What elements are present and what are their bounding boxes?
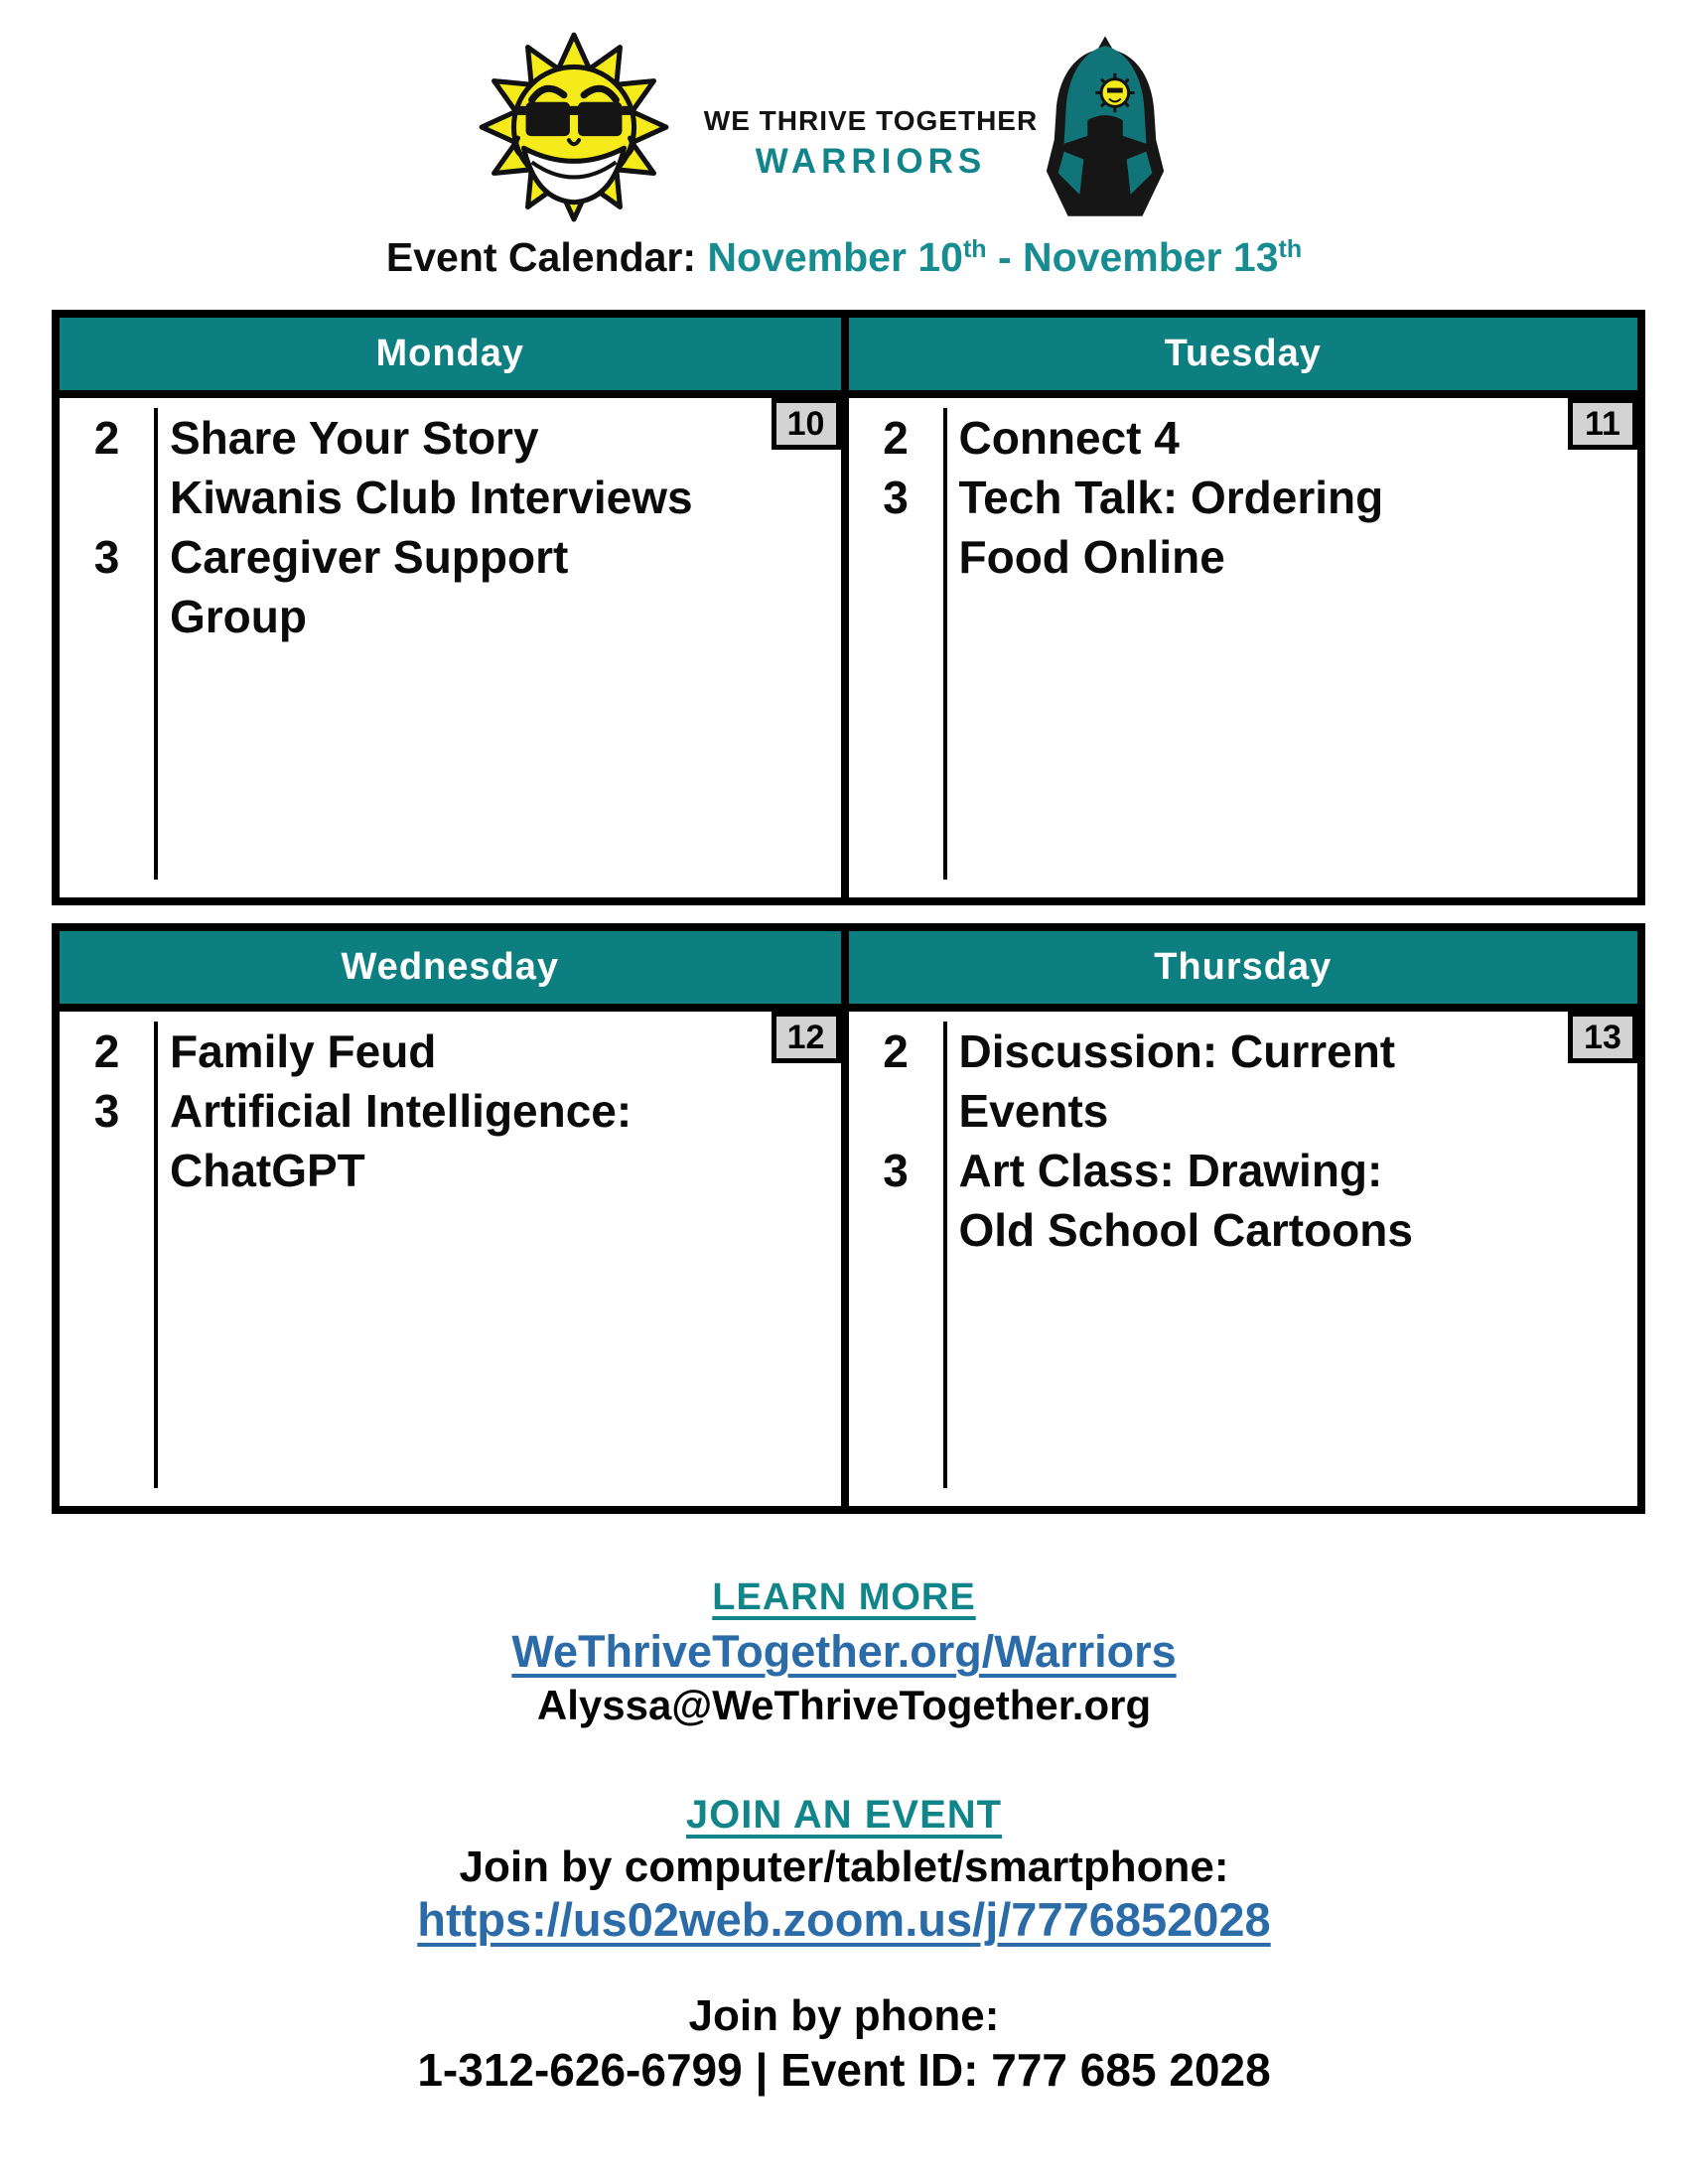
time-column-divider — [154, 408, 158, 880]
event-time: 3 — [883, 1145, 909, 1196]
event-row — [60, 1081, 841, 1141]
event-time: 3 — [883, 472, 909, 523]
day-body-thursday — [849, 1012, 1638, 1506]
event-row — [849, 1200, 1638, 1260]
event-time — [60, 587, 154, 646]
brand-name: WE THRIVE TOGETHER — [703, 105, 1039, 136]
date-badge-tuesday: 11 — [1568, 398, 1637, 450]
day-body-monday — [60, 398, 841, 897]
zoom-meeting-link[interactable]: https://us02web.zoom.us/j/7776852028 — [417, 1893, 1271, 1946]
day-body-tuesday — [849, 398, 1638, 897]
brand-subtitle: WARRIORS — [755, 142, 987, 181]
day-body-wednesday — [60, 1012, 841, 1506]
time-column-divider — [154, 1022, 158, 1488]
time-column-divider — [943, 408, 947, 880]
event-row — [849, 1141, 1638, 1200]
time-column-divider — [943, 1022, 947, 1488]
event-time: 3 — [93, 531, 120, 583]
brand-text — [683, 105, 1058, 182]
event-title-line: Old School Cartoons — [958, 1204, 1413, 1256]
event-row — [849, 1022, 1638, 1081]
event-title-line: Connect 4 — [958, 412, 1180, 464]
title-range-start: November 10 — [707, 234, 963, 280]
event-title-line: Discussion: Current — [958, 1025, 1396, 1077]
day-header-wednesday: Wednesday — [60, 931, 841, 1012]
event-title-line: Food Online — [958, 531, 1225, 583]
sun-logo-icon — [473, 20, 675, 230]
event-time — [849, 1200, 943, 1260]
calendar-week-row-2 — [52, 923, 1645, 1514]
event-time: 2 — [883, 1025, 909, 1077]
event-title-line: Events — [958, 1085, 1109, 1137]
learn-more-heading: LEARN MORE — [712, 1576, 976, 1618]
title-range-end: November 13 — [1022, 234, 1279, 280]
event-row — [60, 1022, 841, 1081]
phone-details: 1-312-626-6799 | Event ID: 777 685 2028 — [417, 2044, 1271, 2096]
event-row — [60, 408, 841, 468]
event-title-line: Art Class: Drawing: — [958, 1145, 1383, 1196]
date-badge-monday: 10 — [772, 398, 841, 450]
phone-heading: Join by phone: — [688, 1991, 1000, 2040]
date-badge-wednesday: 12 — [772, 1012, 841, 1063]
join-event-heading: JOIN AN EVENT — [685, 1793, 1003, 1837]
event-title-line: Share Your Story — [170, 412, 539, 464]
day-header-monday: Monday — [60, 318, 841, 398]
event-time: 2 — [93, 1025, 120, 1077]
event-row — [849, 408, 1638, 468]
event-row — [849, 527, 1638, 587]
event-row — [60, 527, 841, 587]
date-badge-thursday: 13 — [1568, 1012, 1637, 1063]
event-title-line: Family Feud — [170, 1025, 437, 1077]
event-time: 2 — [883, 412, 909, 464]
event-row — [849, 1081, 1638, 1141]
day-header-tuesday: Tuesday — [849, 318, 1638, 398]
contact-email: Alyssa@WeThriveTogether.org — [536, 1682, 1152, 1728]
website-link[interactable]: WeThriveTogether.org/Warriors — [511, 1626, 1177, 1677]
day-cell-monday — [60, 318, 849, 897]
event-time: 3 — [93, 1085, 120, 1137]
event-time: 2 — [93, 412, 120, 464]
event-row — [60, 468, 841, 527]
day-header-thursday: Thursday — [849, 931, 1638, 1012]
event-time — [849, 527, 943, 587]
title-prefix: Event Calendar: — [385, 234, 708, 280]
title-sup-start: th — [962, 235, 987, 263]
event-row — [849, 468, 1638, 527]
join-instructions: Join by computer/tablet/smartphone: — [459, 1843, 1229, 1891]
event-row — [60, 1141, 841, 1200]
event-title-line: Group — [170, 591, 307, 642]
event-title-line: ChatGPT — [170, 1145, 365, 1196]
event-time — [60, 1141, 154, 1200]
event-row — [60, 587, 841, 646]
title-separator: - — [986, 234, 1023, 280]
event-time — [60, 468, 154, 527]
event-title-line: Caregiver Support — [170, 531, 569, 583]
event-title-line: Tech Talk: Ordering — [958, 472, 1384, 523]
event-title-line: Artificial Intelligence: — [170, 1085, 633, 1137]
day-cell-wednesday — [60, 931, 849, 1506]
calendar-week-row-1 — [52, 310, 1645, 905]
page-title — [0, 234, 1688, 281]
event-title-line: Kiwanis Club Interviews — [170, 472, 693, 523]
title-sup-end: th — [1278, 235, 1303, 263]
warrior-helmet-icon — [1037, 30, 1174, 224]
day-cell-thursday — [849, 931, 1638, 1506]
day-cell-tuesday — [849, 318, 1638, 897]
event-time — [849, 1081, 943, 1141]
